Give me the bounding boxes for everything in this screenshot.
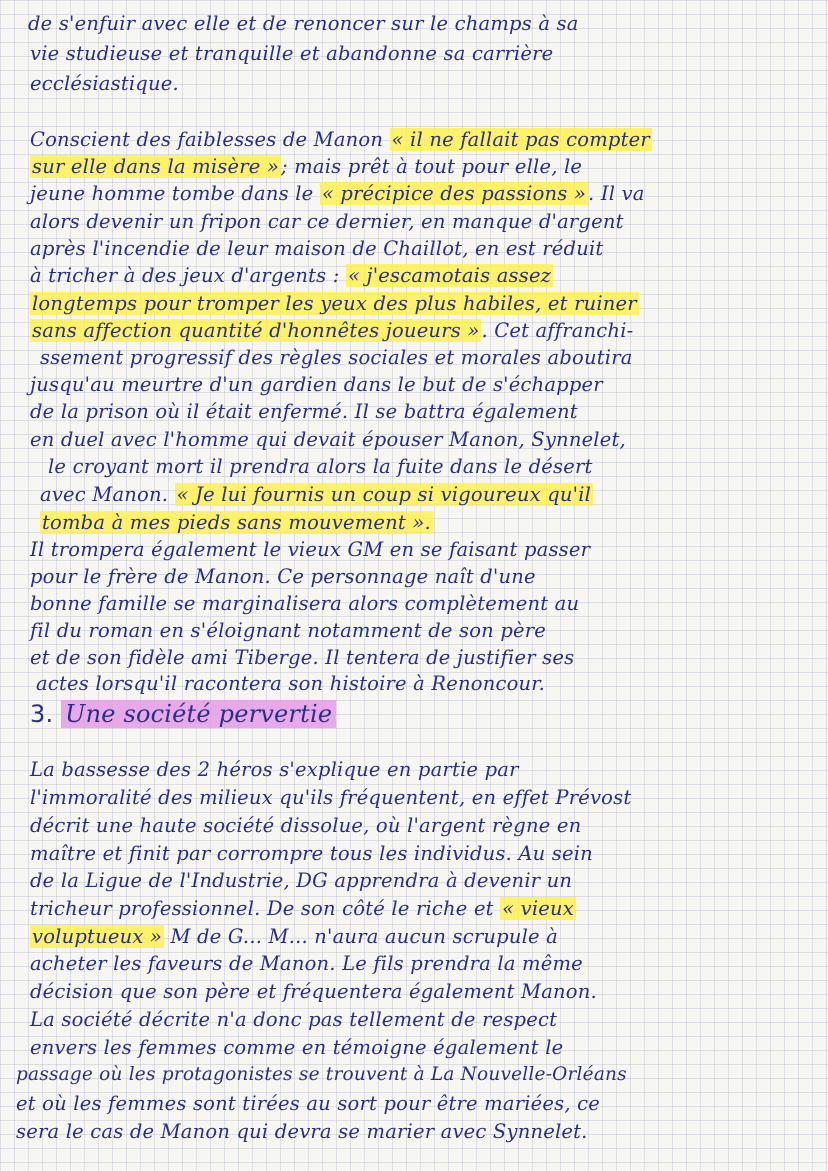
quote-highlight: « précipice des passions » <box>321 182 587 205</box>
text-span: tricheur professionnel. De son côté le riche et <box>30 897 501 920</box>
quote-highlight: « vieux <box>502 897 575 920</box>
quote-highlight: longtemps pour tromper les yeux des plus habiles, et ruiner <box>32 292 637 315</box>
para3-line-4: maître et finit par corrompre tous les individus. Au sein <box>30 842 593 865</box>
para3-line-6 <box>30 897 576 920</box>
quote-highlight: sur elle dans la misère » <box>32 155 280 178</box>
para1-line-1 <box>30 128 652 151</box>
quote-highlight: « Je lui fournis un coup si vigoureux qu'il <box>176 483 592 506</box>
para1-line-13: le croyant mort il prendra alors la fuite dans le désert <box>48 455 593 478</box>
quote-highlight: sans affection quantité d'honnêtes joueurs » <box>32 319 480 342</box>
para2-line-1: Il trompera également le vieux GM en se faisant passer <box>30 538 591 561</box>
text-span: ; mais prêt à tout pour elle, le <box>281 155 583 178</box>
quote-highlight: « il ne fallait pas compter <box>391 128 650 151</box>
para3-line-12: passage où les protagonistes se trouvent à La Nouvelle-Orléans <box>16 1064 627 1085</box>
para3-line-9: décision que son père et fréquentera également Manon. <box>30 980 597 1003</box>
para3-line-7 <box>30 925 558 948</box>
para2-line-6: actes lorsqu'il racontera son histoire à Renoncour. <box>36 672 546 695</box>
heading-number: 3. <box>30 700 54 728</box>
para3-line-1: La bassesse des 2 héros s'explique en partie par <box>30 758 519 781</box>
para1-line-11: de la prison où il était enfermé. Il se battra également <box>30 400 578 423</box>
para2-line-5: et de son fidèle ami Tiberge. Il tentera de justifier ses <box>30 646 575 669</box>
text-span: avec Manon. <box>40 483 175 506</box>
para3-line-11: envers les femmes comme en témoigne également le <box>30 1036 564 1059</box>
para1-line-4: alors devenir un fripon car ce dernier, en manque d'argent <box>30 210 624 233</box>
para1-line-9: ssement progressif des règles sociales et morales aboutira <box>40 346 633 369</box>
intro-line-1: de s'enfuir avec elle et de renoncer sur le champs à sa <box>28 12 579 35</box>
para2-line-4: fil du roman en s'éloignant notamment de son père <box>30 619 547 642</box>
para3-line-14: sera le cas de Manon qui devra se marier avec Synnelet. <box>16 1120 588 1143</box>
intro-line-2: vie studieuse et tranquille et abandonne sa carrière <box>30 42 554 65</box>
para3-line-10: La société décrite n'a donc pas tellement de respect <box>30 1008 558 1031</box>
para1-line-8 <box>30 319 633 342</box>
text-span: . Il va <box>588 182 645 205</box>
heading-title: Une société pervertie <box>61 700 336 728</box>
para1-line-12: en duel avec l'homme qui devait épouser Manon, Synnelet, <box>30 428 626 451</box>
text-span: M de G... M... n'aura aucun scrupule à <box>164 925 559 948</box>
para1-line-2 <box>30 155 582 178</box>
intro-line-3: ecclésiastique. <box>30 72 179 95</box>
para3-line-3: décrit une haute société dissolue, où l'argent règne en <box>30 814 582 837</box>
para3-line-13: et où les femmes sont tirées au sort pour être mariées, ce <box>16 1092 601 1115</box>
para1-line-15 <box>40 511 433 534</box>
quote-highlight: voluptueux » <box>32 925 163 948</box>
para3-line-2: l'immoralité des milieux qu'ils fréquentent, en effet Prévost <box>30 786 632 809</box>
quote-highlight: « j'escamotais assez <box>347 264 552 287</box>
text-span: à tricher à des jeux d'argents : <box>30 264 346 287</box>
para1-line-14 <box>40 483 593 506</box>
text-span: Conscient des faiblesses de Manon <box>30 128 390 151</box>
para1-line-7 <box>30 292 639 315</box>
para1-line-6 <box>30 264 553 287</box>
text-span: jeune homme tombe dans le <box>30 182 320 205</box>
para1-line-3 <box>30 182 645 205</box>
para1-line-10: jusqu'au meurtre d'un gardien dans le but de s'échapper <box>30 373 603 396</box>
para3-line-5: de la Ligue de l'Industrie, DG apprendra à devenir un <box>30 869 573 892</box>
quote-highlight: tomba à mes pieds sans mouvement ». <box>42 511 431 534</box>
para2-line-3: bonne famille se marginalisera alors complètement au <box>30 592 580 615</box>
text-span: . Cet affranchi- <box>481 319 634 342</box>
para2-line-2: pour le frère de Manon. Ce personnage naît d'une <box>30 565 536 588</box>
para1-line-5: après l'incendie de leur maison de Chaillot, en est réduit <box>30 237 604 260</box>
para3-line-8: acheter les faveurs de Manon. Le fils prendra la même <box>30 952 583 975</box>
section-heading <box>30 700 336 728</box>
